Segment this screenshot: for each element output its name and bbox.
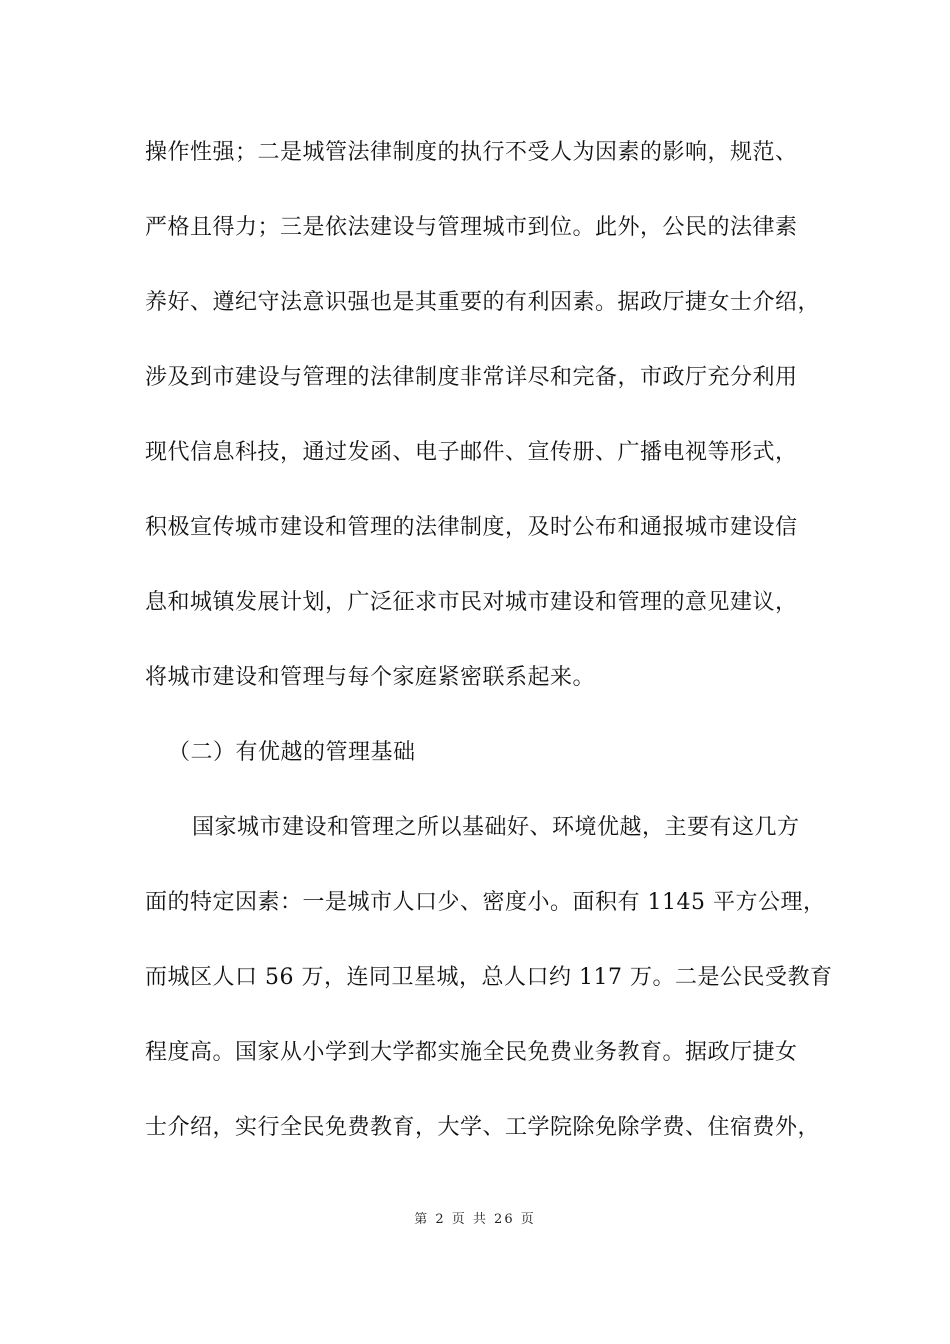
paragraph-line-1: 操作性强；二是城管法律制度的执行不受人为因素的影响，规范、 (145, 140, 798, 165)
paragraph-line-12: 程度高。国家从小学到大学都实施全民免费业务教育。据政厅捷女 (145, 1040, 798, 1065)
paragraph-line-9: 国家城市建设和管理之所以基础好、环境优越，主要有这几方 (192, 815, 800, 840)
paragraph-line-11: 而城区人口 56 万，连同卫星城，总人口约 117 万。二是公民受教育 (145, 965, 833, 990)
paragraph-line-13: 士介绍，实行全民免费教育，大学、工学院除免除学费、住宿费外， (145, 1115, 821, 1140)
paragraph-line-7: 息和城镇发展计划，广泛征求市民对城市建设和管理的意见建议， (145, 590, 798, 615)
page-footer: 第 2 页 共 26 页 (414, 1212, 536, 1227)
paragraph-line-5: 现代信息科技，通过发函、电子邮件、宣传册、广播电视等形式， (145, 440, 798, 465)
section-heading: （二）有优越的管理基础 (168, 740, 416, 765)
paragraph-line-10: 面的特定因素：一是城市人口少、密度小。面积有 1145 平方公理， (145, 890, 826, 915)
paragraph-line-6: 积极宣传城市建设和管理的法律制度，及时公布和通报城市建设信 (145, 515, 798, 540)
paragraph-line-3: 养好、遵纪守法意识强也是其重要的有利因素。据政厅捷女士介绍， (145, 290, 821, 315)
paragraph-line-4: 涉及到市建设与管理的法律制度非常详尽和完备，市政厅充分利用 (145, 365, 798, 390)
paragraph-line-2: 严格且得力；三是依法建设与管理城市到位。此外，公民的法律素 (145, 215, 798, 240)
paragraph-line-8: 将城市建设和管理与每个家庭紧密联系起来。 (145, 665, 596, 690)
